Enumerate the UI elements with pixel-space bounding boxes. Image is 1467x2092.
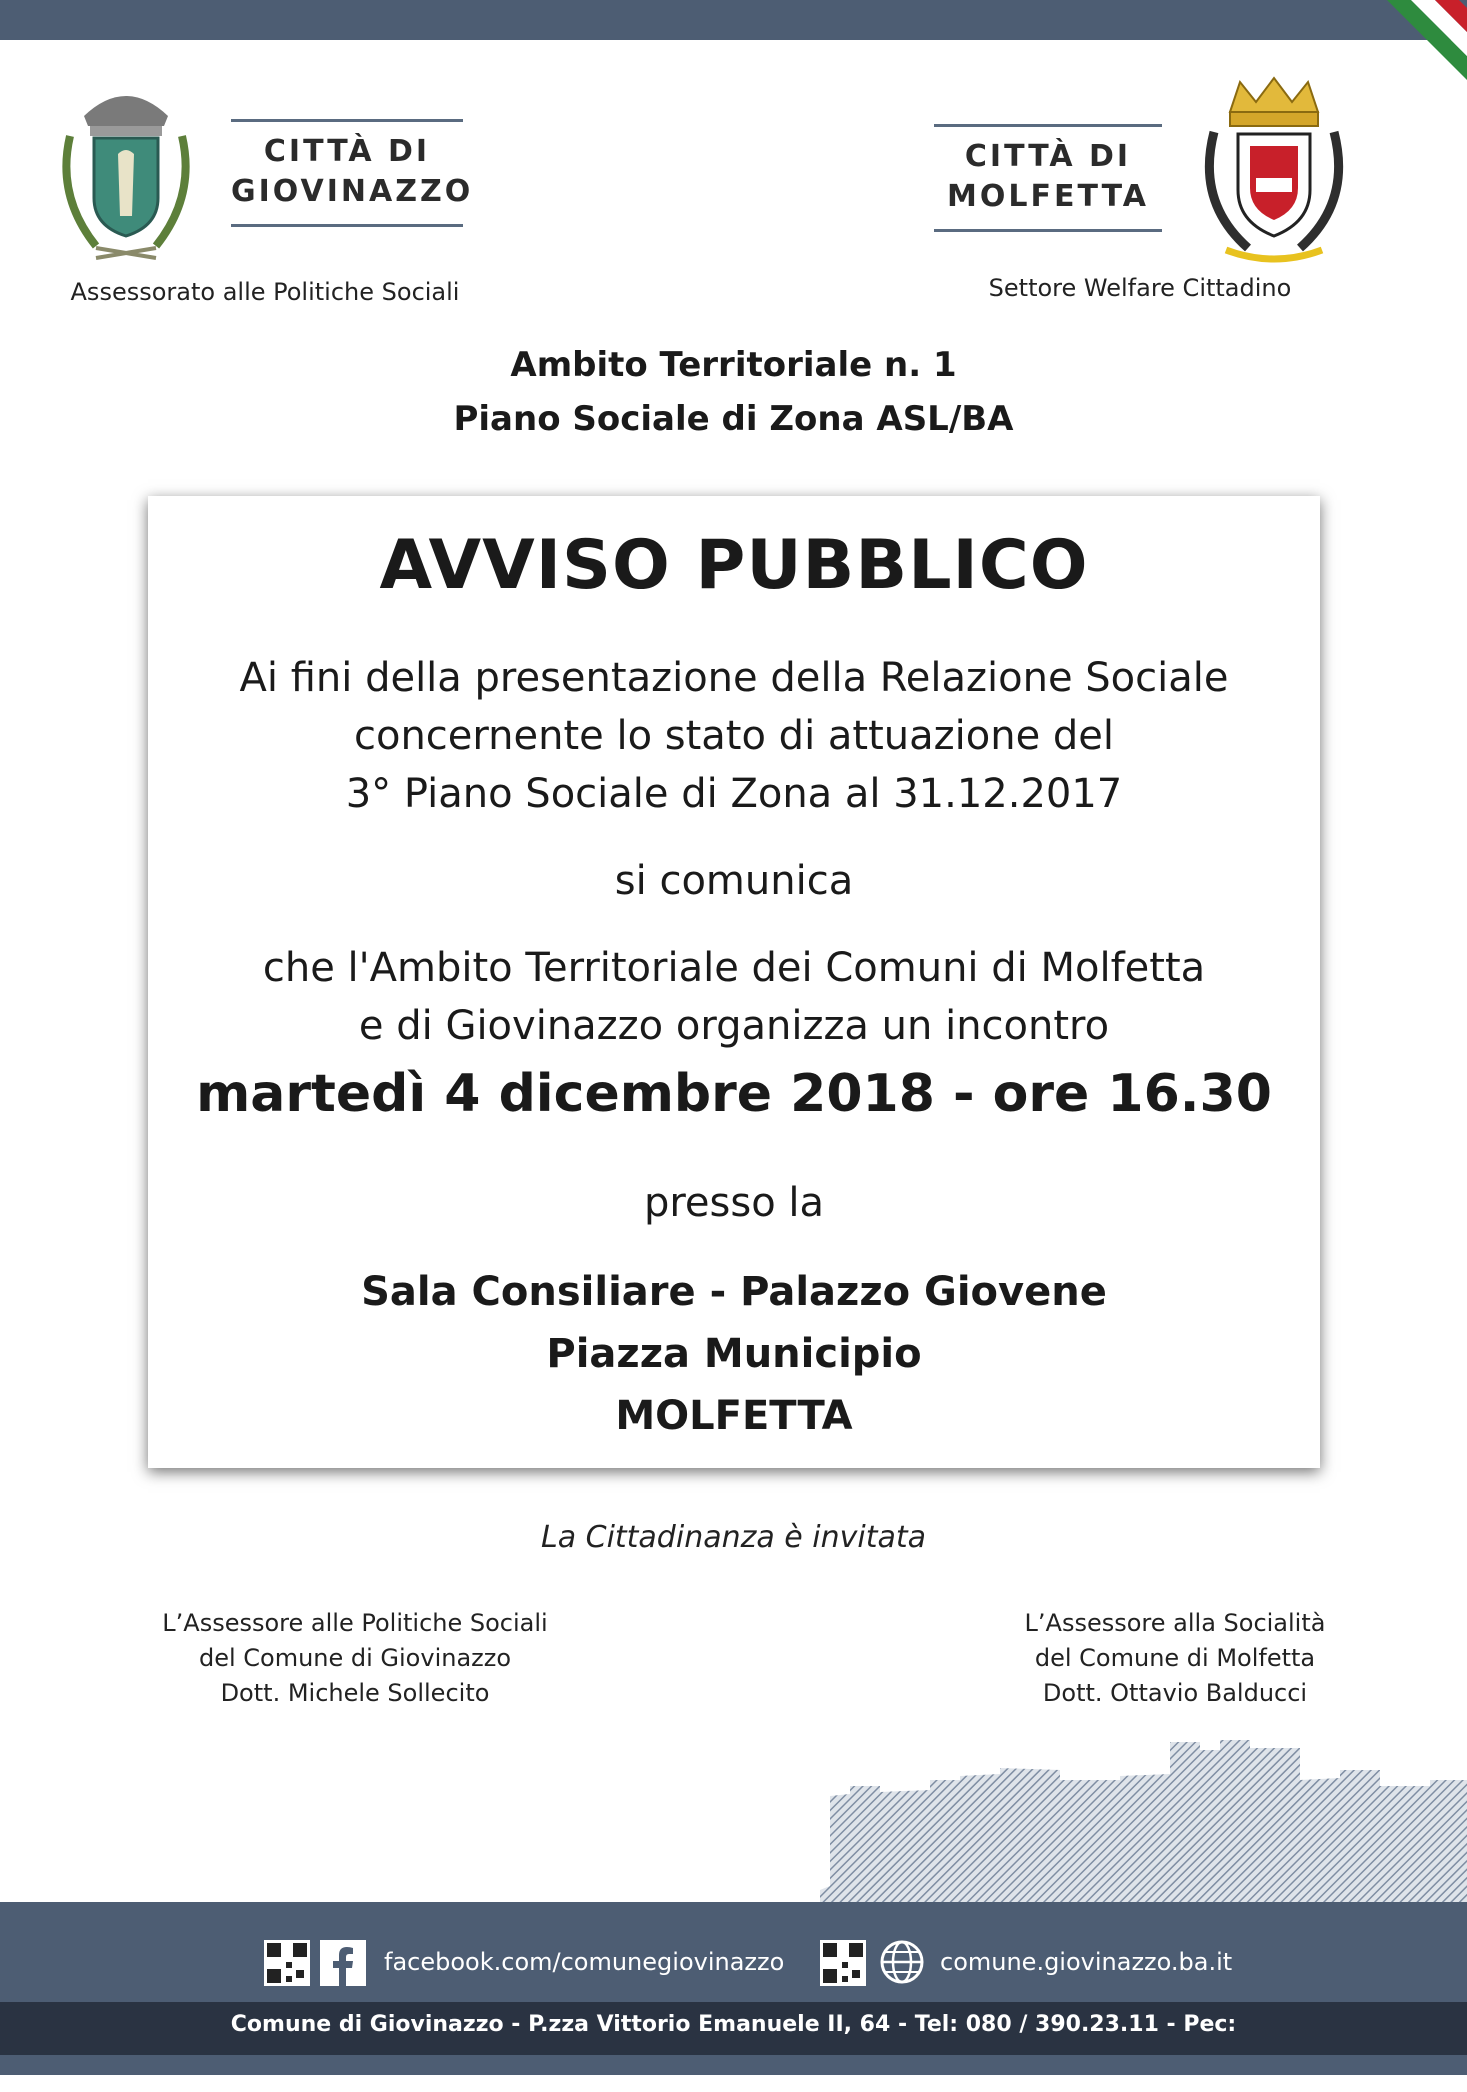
facebook-link[interactable]: facebook.com/comunegiovinazzo — [384, 1948, 785, 1976]
signature-right-line3: Dott. Ottavio Balducci — [1042, 1679, 1308, 1707]
notice-presso: presso la — [643, 1180, 825, 1226]
ambito-line1: Ambito Territoriale n. 1 — [510, 345, 957, 385]
facebook-icon[interactable] — [320, 1940, 366, 1986]
molfetta-title-block — [934, 124, 1162, 232]
notice-intro-3: 3° Piano Sociale di Zona al 31.12.2017 — [345, 771, 1123, 817]
title-rule-bottom — [231, 224, 463, 227]
signature-left-line2: del Comune di Giovinazzo — [198, 1644, 512, 1672]
giovinazzo-title-line2: GIOVINAZZO — [231, 174, 474, 209]
giovinazzo-title-line1: CITTÀ DI — [263, 134, 431, 169]
notice-card — [148, 496, 1320, 1468]
molfetta-crest-icon — [1196, 72, 1352, 272]
links-bar — [0, 1902, 1467, 2002]
invite-text: La Cittadinanza è invitata — [540, 1520, 926, 1555]
title-rule-bottom — [934, 229, 1162, 232]
qr-code-icon — [264, 1940, 310, 1986]
signature-left-line3: Dott. Michele Sollecito — [220, 1679, 490, 1707]
notice-communicate: si comunica — [614, 858, 854, 904]
footer-stripe — [0, 2055, 1467, 2075]
top-bar — [0, 0, 1467, 40]
signature-right-line2: del Comune di Molfetta — [1034, 1644, 1316, 1672]
notice-venue-3: MOLFETTA — [615, 1393, 853, 1439]
notice-organizer-2: e di Giovinazzo organizza un incontro — [358, 1003, 1110, 1049]
city-skyline — [0, 1740, 1467, 1920]
giovinazzo-crest-icon — [56, 76, 196, 272]
molfetta-title-line2: MOLFETTA — [947, 179, 1149, 214]
notice-intro-2: concernente lo stato di attuazione del — [353, 713, 1115, 759]
notice-title: AVVISO PUBBLICO — [379, 526, 1089, 605]
molfetta-subtitle: Settore Welfare Cittadino — [988, 274, 1292, 302]
notice-venue-2: Piazza Municipio — [546, 1331, 922, 1377]
molfetta-title-line1: CITTÀ DI — [964, 139, 1132, 174]
notice-intro-1: Ai fini della presentazione della Relazione Sociale — [239, 655, 1229, 701]
signature-right — [970, 1606, 1380, 1711]
globe-icon[interactable] — [878, 1938, 926, 1986]
notice-datetime: martedì 4 dicembre 2018 - ore 16.30 — [196, 1064, 1272, 1124]
giovinazzo-title-block — [231, 119, 474, 227]
signature-left — [130, 1606, 580, 1711]
notice-venue-1: Sala Consiliare - Palazzo Giovene — [361, 1269, 1107, 1315]
notice-organizer-1: che l'Ambito Territoriale dei Comuni di Molfetta — [262, 945, 1206, 991]
signature-left-line1: L’Assessore alle Politiche Sociali — [162, 1609, 548, 1637]
footer-contact: Comune di Giovinazzo - P.zza Vittorio Emanuele II, 64 - Tel: 080 / 390.23.11 - Pec: — [0, 2002, 1467, 2075]
website-link[interactable]: comune.giovinazzo.ba.it — [940, 1948, 1233, 1976]
signature-right-line1: L’Assessore alla Socialità — [1024, 1609, 1326, 1637]
ambito-line2: Piano Sociale di Zona ASL/BA — [453, 399, 1014, 439]
giovinazzo-subtitle: Assessorato alle Politiche Sociali — [70, 278, 460, 306]
qr-code-icon — [820, 1940, 866, 1986]
